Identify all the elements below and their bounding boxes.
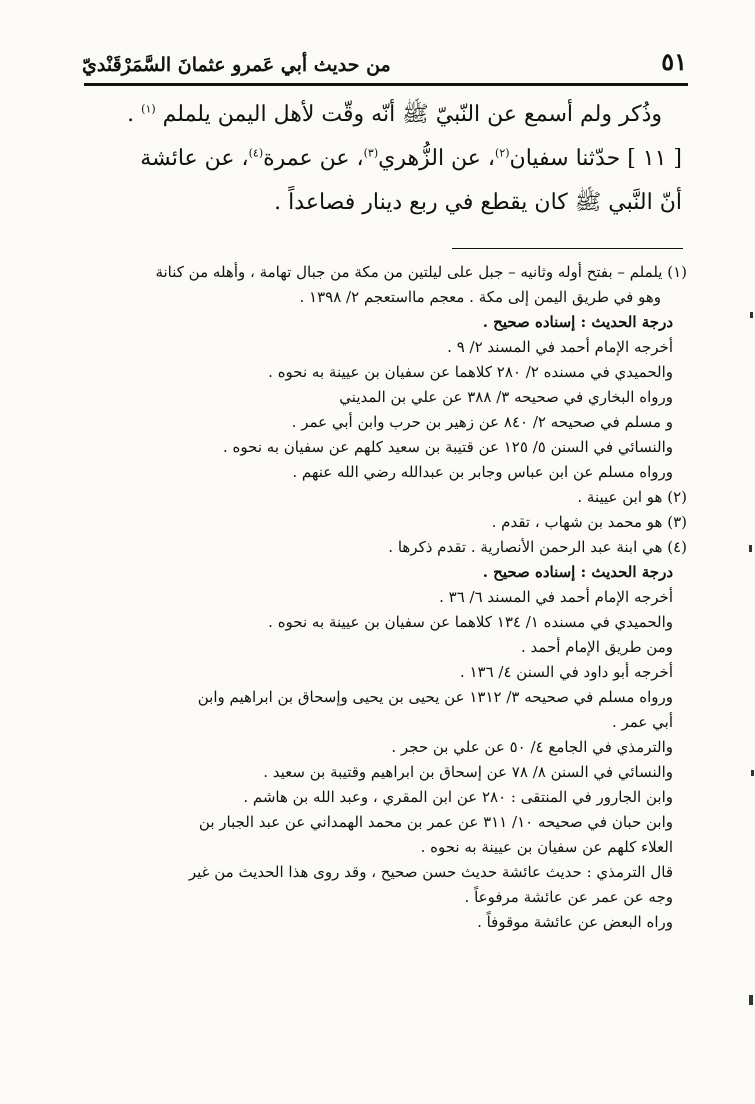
footnote-ref-4: (٤) xyxy=(248,146,264,160)
footnote-line: والنسائي في السنن ٨/ ٧٨ عن إسحاق بن ابراهيم وقتيبة بن سعيد . xyxy=(263,763,673,781)
footnote-line: وجه عن عمر عن عائشة مرفوعاً . xyxy=(464,888,673,906)
scan-mark xyxy=(750,312,753,318)
footnotes xyxy=(97,260,687,935)
footnote-line: أخرجه أبو داود في السنن ٤/ ١٣٦ . xyxy=(459,663,673,681)
footnote-line: ومن طريق الإمام أحمد . xyxy=(520,638,673,656)
footnote-ref-3: (٣) xyxy=(363,146,379,160)
running-title: من حديث أبي عَمرو عثمانَ السَّمَرْقَنْديّ xyxy=(82,54,391,76)
footnote-separator xyxy=(452,248,683,249)
footnote-line: العلاء كلهم عن سفيان بن عيينة به نحوه . xyxy=(420,838,673,856)
hadith-11-part-a: [ ١١ ] حدّثنا سفيان xyxy=(509,146,682,171)
footnote-4: (٤) هي ابنة عبد الرحمن الأنصارية . تقدم ذكرها . xyxy=(388,538,687,556)
footnote-line: وراه البعض عن عائشة موقوفاً . xyxy=(477,913,673,931)
footnote-line: والحميدي في مسنده ٢/ ٢٨٠ كلاهما عن سفيان بن عيينة به نحوه . xyxy=(268,363,673,381)
footnote-line: أخرجه الإمام أحمد في المسند ٦/ ٣٦ . xyxy=(439,588,673,606)
footnote-line: ورواه البخاري في صحيحه ٣/ ٣٨٨ عن علي بن المديني xyxy=(339,388,673,406)
footnote-line: وهو في طريق اليمن إلى مكة . معجم مااستعجم ٢/ ١٣٩٨ . xyxy=(299,288,661,306)
footnote-line: ورواه مسلم عن ابن عباس وجابر بن عبدالله رضي الله عنهم . xyxy=(292,463,673,481)
footnote-1: (١) يلملم – بفتح أوله وثانيه – جبل على ليلتين من مكة من جبال تهامة ، وأهله من كنانة xyxy=(155,263,687,281)
main-text xyxy=(92,93,682,225)
header-rule xyxy=(84,83,688,86)
hadith-11-part-c: ، عن عمرة xyxy=(263,146,364,171)
footnote-line: وابن الجارور في المنتقى : ٢٨٠ عن ابن المقري ، وعبد الله بن هاشم . xyxy=(243,788,673,806)
main-line-1-text: وذُكر ولم أسمع عن النّبيّ ﷺ أنّه وقّت لأهل اليمن يلملم xyxy=(162,102,662,127)
footnote-line: والحميدي في مسنده ١/ ١٣٤ كلاهما عن سفيان بن عيينة به نحوه . xyxy=(268,613,673,631)
footnote-line: ورواه مسلم في صحيحه ٣/ ١٣١٢ عن يحيى بن يحيى وإسحاق بن ابراهيم وابن xyxy=(197,688,673,706)
footnote-3: (٣) هو محمد بن شهاب ، تقدم . xyxy=(491,513,687,531)
footnote-ref-1: (١) xyxy=(141,102,156,116)
footnote-line: والنسائي في السنن ٥/ ١٢٥ عن قتيبة بن سعيد كلهم عن سفيان به نحوه . xyxy=(223,438,673,456)
hadith-11-part-b: ، عن الزُّهري xyxy=(378,146,496,171)
hadith-11-part-d: ، عن عائشة xyxy=(140,146,249,171)
main-line-1-end: . xyxy=(127,102,135,127)
scan-mark xyxy=(751,770,754,776)
main-line-1 xyxy=(92,93,682,137)
footnote-line: وابن حبان في صحيحه ١٠/ ٣١١ عن عمر بن محمد الهمداني عن عبد الجبار بن xyxy=(198,813,673,831)
footnote-line: و مسلم في صحيحه ٢/ ٨٤٠ عن زهير بن حرب وابن أبي عمر . xyxy=(291,413,673,431)
page-header xyxy=(82,40,687,76)
footnote-line: أبي عمر . xyxy=(611,713,673,731)
hadith-11-line-1 xyxy=(92,137,682,181)
footnote-2: (٢) هو ابن عيينة . xyxy=(577,488,687,506)
footnote-line: أخرجه الإمام أحمد في المسند ٢/ ٩ . xyxy=(447,338,673,356)
footnote-ref-2: (٢) xyxy=(495,146,510,160)
hadith-11-line-2: أنّ النَّبي ﷺ كان يقطع في ربع دينار فصاعداً . xyxy=(274,190,682,215)
scan-mark xyxy=(749,545,752,552)
page-number: ٥١ xyxy=(661,47,687,76)
scan-mark xyxy=(749,995,753,1005)
footnote-line: والترمذي في الجامع ٤/ ٥٠ عن علي بن حجر . xyxy=(391,738,673,756)
grading-heading: درجة الحديث : إسناده صحيح . xyxy=(482,563,673,581)
footnote-line: قال الترمذي : حديث عائشة حديث حسن صحيح ، وقد روى هذا الحديث من غير xyxy=(188,863,673,881)
grading-heading: درجة الحديث : إسناده صحيح . xyxy=(482,313,673,331)
